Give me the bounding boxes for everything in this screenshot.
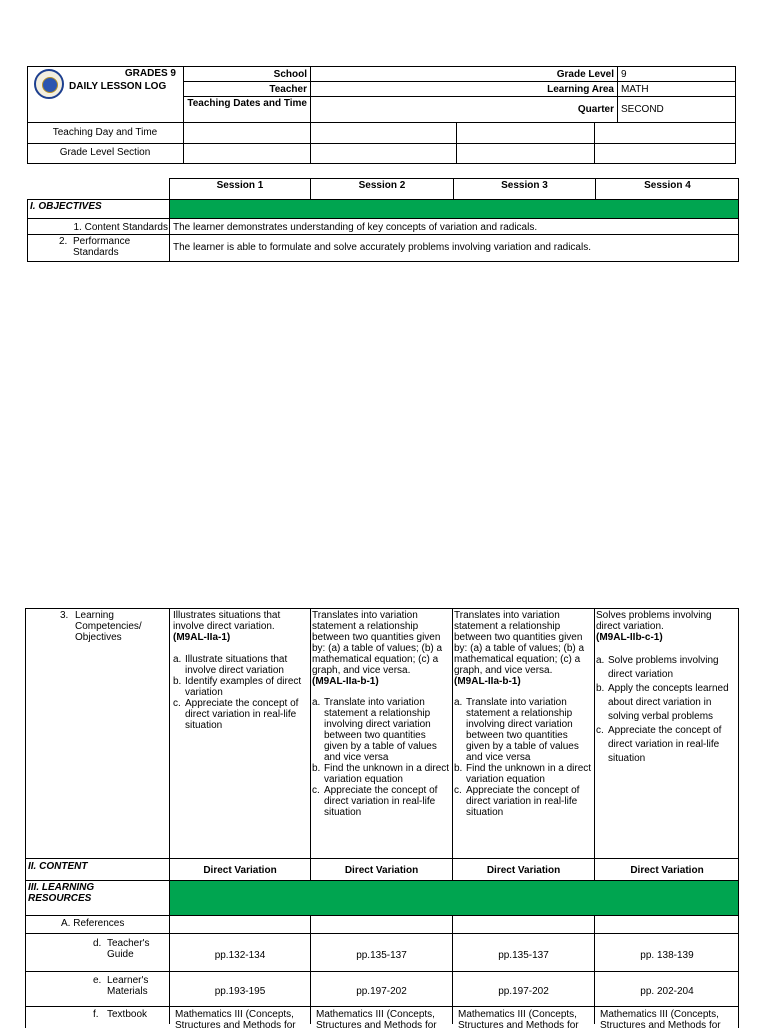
competency-1-text: Illustrates situations that involve direct variation. [173,610,281,632]
competency-1-list [173,654,306,731]
competency-session-3 [453,609,594,819]
competency-4-text: Solves problems involving direct variation. [596,610,712,632]
tb-num: f. [93,1009,99,1020]
grade-level-value: 9 [621,69,627,80]
competency-1-code: (M9AL-IIa-1) [173,632,231,643]
lm-pages-2: pp.197-202 [356,986,407,997]
list-item: a. Illustrate situations that involve direct variation [173,654,288,676]
list-item: b. Apply the concepts learned about direct variation in solving verbal problems [596,683,729,722]
grades-title: GRADES 9 [124,68,176,79]
competency-session-2 [311,609,453,819]
list-item: b. Find the unknown in a direct variation equation [454,763,592,785]
tb-value-3: Mathematics III (Concepts, Structures and Methods for [458,1009,579,1031]
content-topic-3: Direct Variation [486,865,561,876]
tb-value-2: Mathematics III (Concepts, Structures and Methods for [316,1009,437,1031]
competency-2-list [312,697,452,818]
learning-area-label: Learning Area [547,84,614,95]
deped-seal-icon [34,69,64,99]
list-item: c. Appreciate the concept of direct variation in real-life situation [596,725,722,764]
competency-session-4 [595,609,739,767]
objectives-green-band [170,200,738,218]
tg-num: d. [93,938,102,949]
performance-standards-text: The learner is able to formulate and solve accurately problems involving variation and radicals. [173,242,591,253]
teacher-label: Teacher [269,84,307,95]
quarter-label: Quarter [577,104,614,115]
dates-label: Teaching Dates and Time [187,98,307,109]
competency-3-code: (M9AL-IIa-b-1) [454,676,521,687]
lm-pages-1: pp.193-195 [214,986,266,997]
section-label: Grade Level Section [59,147,151,158]
lm-pages-3: pp.197-202 [498,986,549,997]
day-time-label: Teaching Day and Time [52,127,158,138]
tb-label: Textbook [107,1009,148,1020]
competency-4-list [596,654,736,766]
content-topic-2: Direct Variation [344,865,419,876]
grade-level-label: Grade Level [556,69,614,80]
tg-pages-3: pp.135-137 [498,950,549,961]
list-item: c. Appreciate the concept of direct variation in real-life situation [312,785,438,818]
session-3-header: Session 3 [501,180,548,191]
content-topic-4: Direct Variation [630,865,704,876]
session-1-header: Session 1 [216,180,264,191]
competency-3-list [454,697,592,818]
performance-num: 2. [59,236,68,247]
competency-3-text: Translates into variation statement a relationship between two quantities given by: (a) a table of values; (b) a mathematical equation; (c) a graph, and vice versa. [454,610,585,676]
log-title: DAILY LESSON LOG [69,81,167,92]
resources-heading: III. LEARNING RESOURCES [28,882,95,904]
competency-4-code: (M9AL-IIb-c-1) [596,632,663,643]
references-label: A. References [61,918,125,929]
quarter-value: SECOND [621,104,664,115]
content-topic-1: Direct Variation [203,865,277,876]
lm-pages-4: pp. 202-204 [640,986,694,997]
list-item: c. Appreciate the concept of direct variation in real-life situation [173,698,299,731]
list-item: c. Appreciate the concept of direct variation in real-life situation [454,785,580,818]
competency-2-code: (M9AL-IIa-b-1) [312,676,379,687]
list-item: a. Solve problems involving direct variation [596,655,719,680]
competency-session-1 [170,609,309,732]
learning-area-value: MATH [621,84,649,95]
list-item: b. Find the unknown in a direct variation equation [312,763,450,785]
tg-pages-4: pp. 138-139 [640,950,694,961]
school-label: School [273,69,307,80]
competencies-label: Learning Competencies/ Objectives [75,610,142,643]
performance-label: Performance Standards [73,236,131,258]
tg-label: Teacher's Guide [107,938,150,960]
list-item: a. Translate into variation statement a relationship involving direct variation between two quantities given by a table of values and vice versa [454,697,579,763]
tb-value-1: Mathematics III (Concepts, Structures and Methods for [175,1009,296,1031]
content-heading: II. CONTENT [28,861,88,872]
content-standards-label: 1. Content Standards [73,222,168,233]
session-2-header: Session 2 [358,180,406,191]
tg-pages-2: pp.135-137 [356,950,407,961]
session-4-header: Session 4 [644,180,691,191]
content-standards-text: The learner demonstrates understanding of key concepts of variation and radicals. [173,222,538,233]
tg-pages-1: pp.132-134 [214,950,266,961]
competency-2-text: Translates into variation statement a relationship between two quantities given by: (a) a table of values; (b) a mathematical equation; (c) a graph, and vice versa. [312,610,443,676]
lm-num: e. [93,975,102,986]
competencies-num: 3. [60,610,69,621]
objectives-heading: I. OBJECTIVES [30,201,102,212]
resources-green-band [170,881,738,915]
list-item: a. Translate into variation statement a relationship involving direct variation between two quantities given by a table of values and vice versa [312,697,437,763]
list-item: b. Identify examples of direct variation [173,676,302,698]
lm-label: Learner's Materials [107,975,149,997]
tb-value-4: Mathematics III (Concepts, Structures and Methods for [600,1009,721,1031]
